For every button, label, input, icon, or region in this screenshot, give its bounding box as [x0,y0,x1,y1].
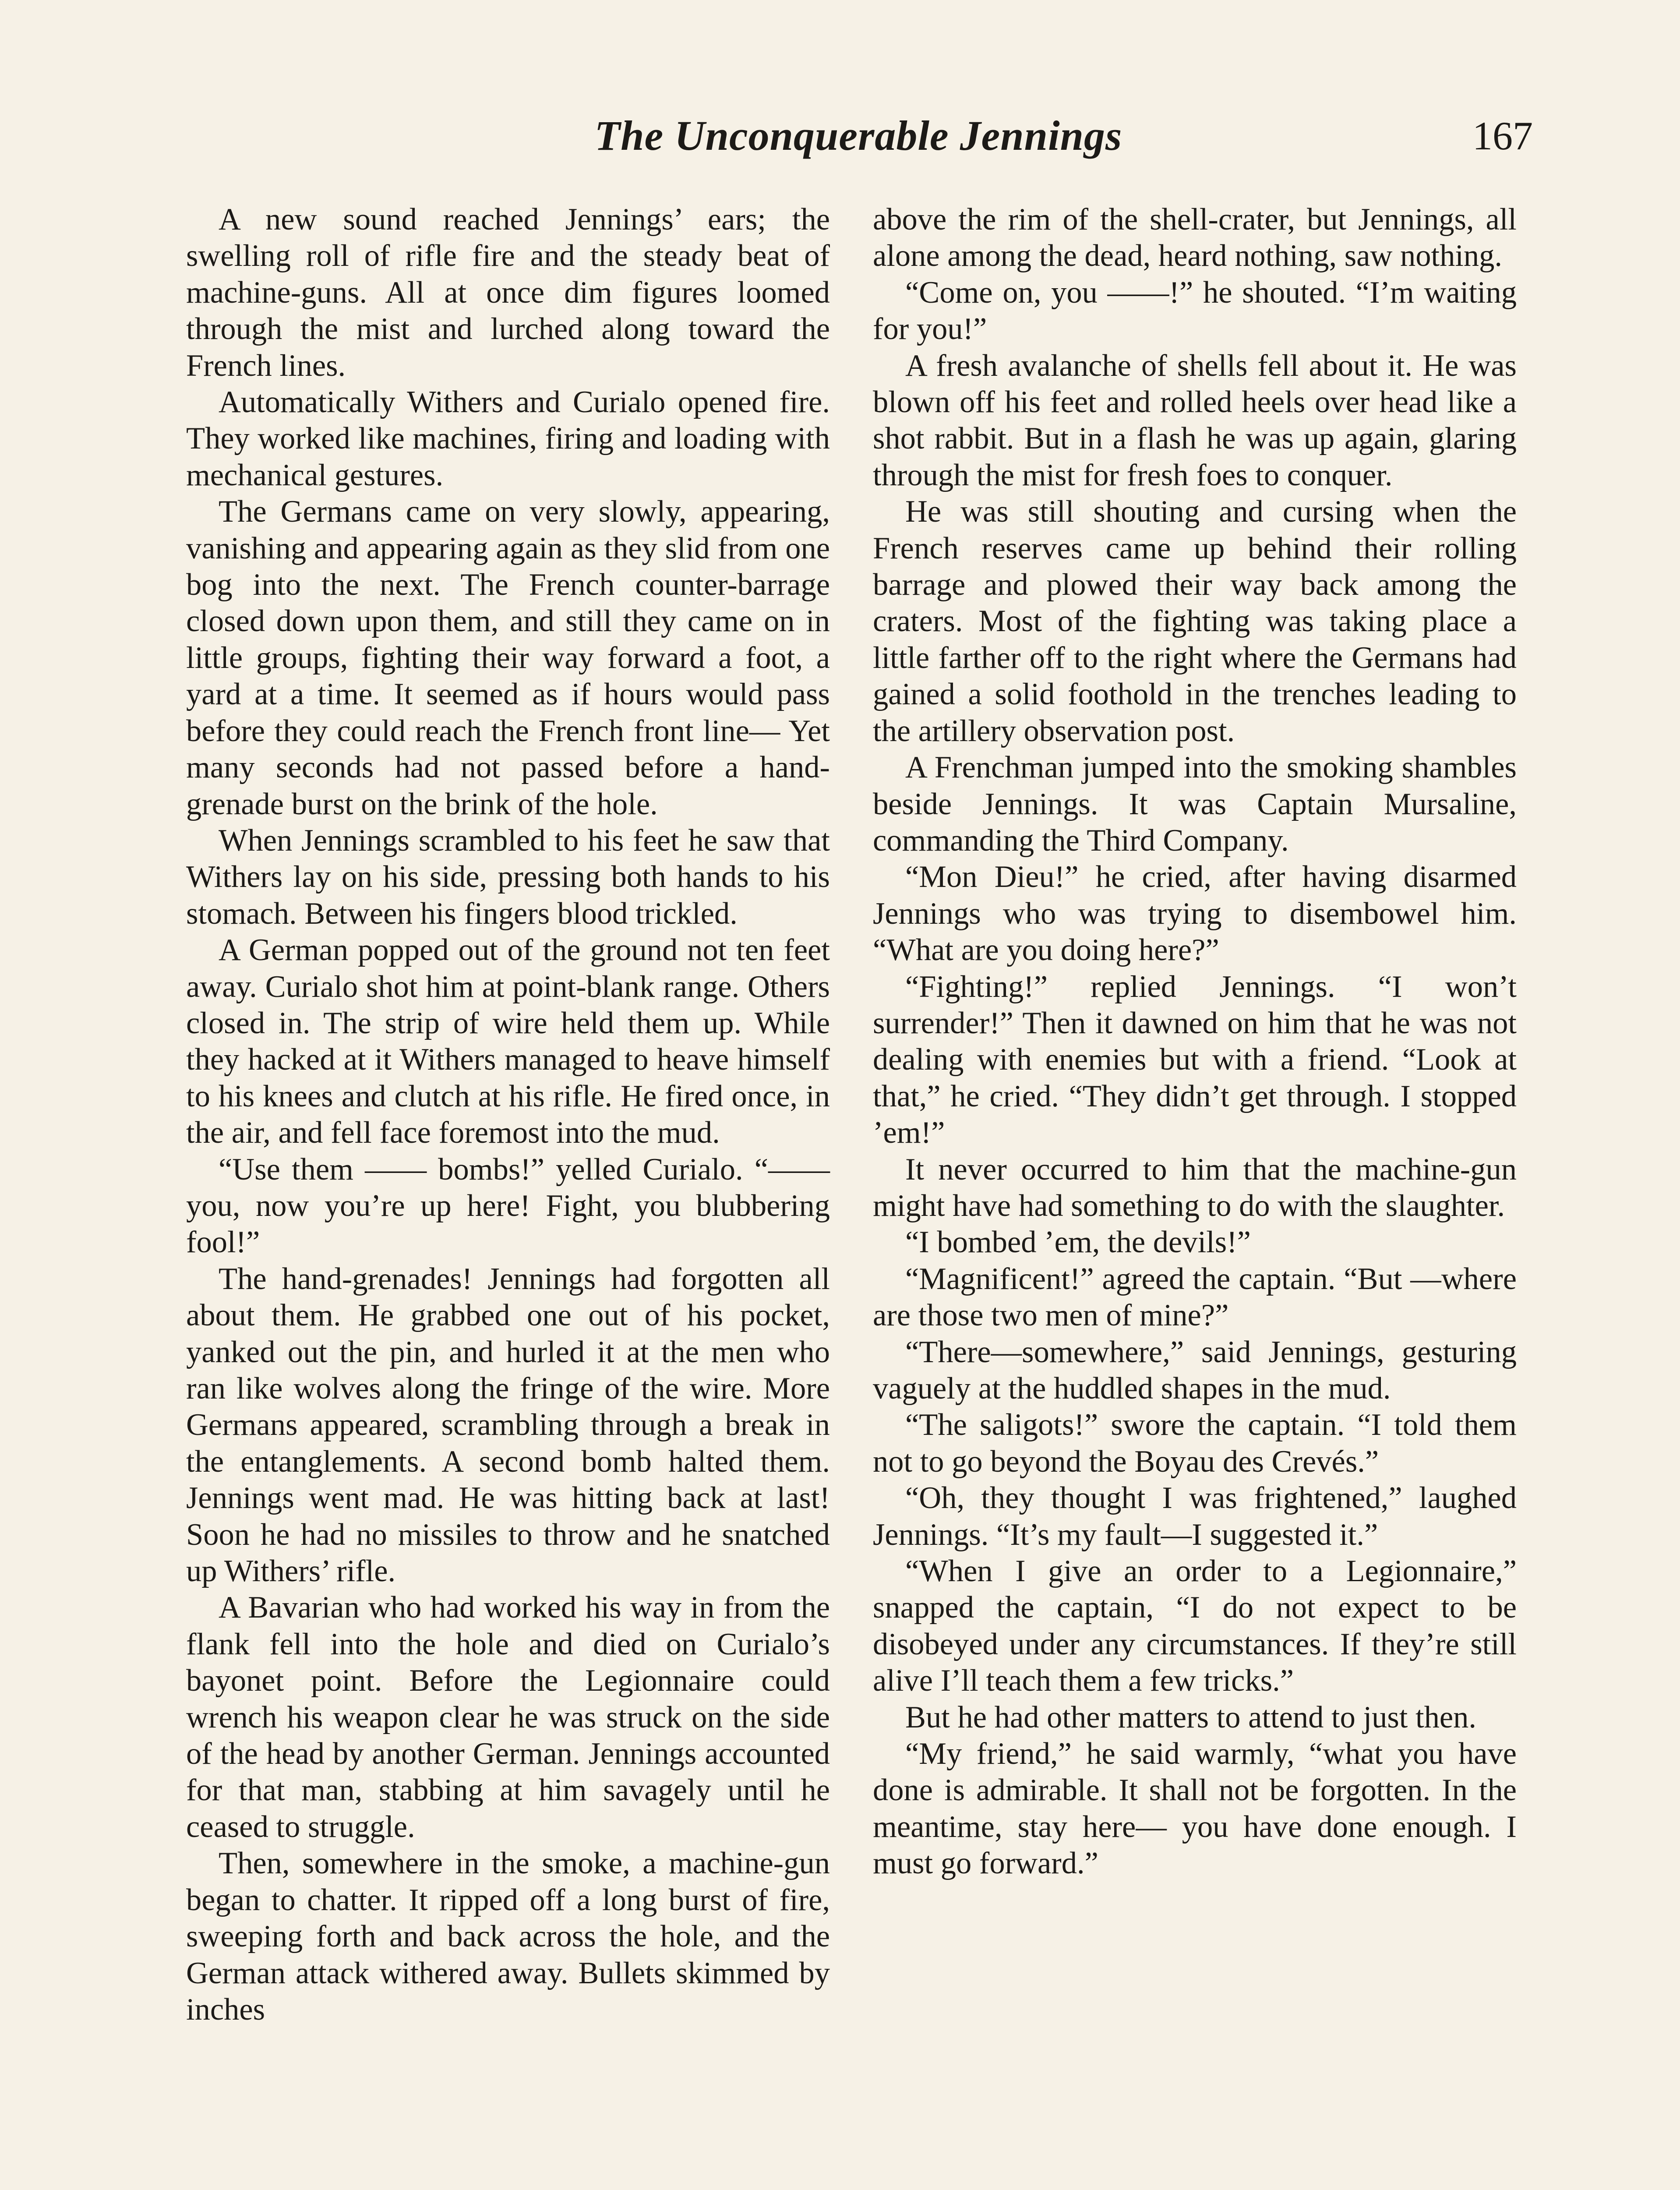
page-number: 167 [1472,113,1533,158]
paragraph: “Fighting!” replied Jennings. “I won’t surrender!” Then it dawned on him that he was not dealing with enemies but with a friend. “Look at that,” he cried. “They didn’t get through. I stopped ’em!” [873,969,1517,1150]
paragraph: It never occurred to him that the machine-gun might have had something to do with the slaughter. [873,1152,1517,1223]
paragraph: The hand-grenades! Jennings had forgotten all about them. He grabbed one out of his pocket, yanked out the pin, and hurled it at the men who ran like wolves along the fringe of the wire. More Germans appeared, scrambling through a break in the entanglements. A second bomb halted them. Jennings went mad. He was hitting back at last! Soon he had no missiles to throw and he snatched up Withers’ rifle. [186,1261,830,1589]
paragraph: But he had other matters to attend to just then. [905,1700,1476,1734]
paragraph: “Mon Dieu!” he cried, after having disarmed Jennings who was trying to disembowel him. “What are you doing here?” [873,860,1517,968]
paragraph: “I bombed ’em, the devils!” [905,1225,1251,1260]
paragraph: “Oh, they thought I was frightened,” laughed Jennings. “It’s my fault—I suggested it.” [873,1481,1517,1552]
paragraph: The Germans came on very slowly, appearing, vanishing and appearing again as they slid from one bog into the next. The French counter-barrage closed down upon them, and still they came on in little groups, fighting their way forward a foot, a yard at a time. It seemed as if hours would pass before they could reach the French front line— Yet many seconds had not passed before a hand-grenade burst on the brink of the hole. [186,495,830,821]
left-column [186,201,830,2028]
paragraph: Then, somewhere in the smoke, a machine-gun began to chatter. It ripped off a long burst of fire, sweeping forth and back across the hole, and the German attack withered away. Bullets skimmed by inches [186,1846,830,2027]
paragraph: “Use them —— bombs!” yelled Curialo. “—— you, now you’re up here! Fight, you blubbering fool!” [186,1152,830,1260]
paragraph: “Magnificent!” agreed the captain. “But —where are those two men of mine?” [873,1261,1517,1333]
paragraph: A Bavarian who had worked his way in from the flank fell into the hole and died on Curialo’s bayonet point. Before the Legionnaire could wrench his weapon clear he was struck on the side of the head by another German. Jennings accounted for that man, stabbing at him savagely until he ceased to struggle. [186,1590,830,1844]
paragraph: A fresh avalanche of shells fell about it. He was blown off his feet and rolled heels over head like a shot rabbit. But in a flash he was up again, glaring through the mist for fresh foes to conquer. [873,348,1517,492]
running-header [184,110,1533,162]
paragraph: When Jennings scrambled to his feet he saw that Withers lay on his side, pressing both hands to his stomach. Between his fingers blood trickled. [186,823,830,931]
paragraph: Automatically Withers and Curialo opened fire. They worked like machines, firing and loading with mechanical gestures. [186,385,830,492]
right-column [873,201,1517,1882]
continued-paragraph: above the rim of the shell-crater, but Jennings, all alone among the dead, heard nothing, saw nothing. [873,202,1517,273]
paragraph: “The saligots!” swore the captain. “I told them not to go beyond the Boyau des Crevés.” [873,1408,1517,1479]
paragraph: “Come on, you ——!” he shouted. “I’m waiting for you!” [873,275,1517,346]
paragraph: He was still shouting and cursing when the French reserves came up behind their rolling barrage and plowed their way back among the craters. Most of the fighting was taking place a little farther off to the right where the Germans had gained a solid foothold in the trenches leading to the artillery observation post. [873,495,1517,748]
paragraph: A German popped out of the ground not ten feet away. Curialo shot him at point-blank range. Others closed in. The strip of wire held them up. While they hacked at it Withers managed to heave himself to his knees and clutch at his rifle. He fired once, in the air, and fell face foremost into the mud. [186,933,830,1150]
running-title: The Unconquerable Jennings [594,112,1122,159]
paragraph: “When I give an order to a Legionnaire,” snapped the captain, “I do not expect to be disobeyed under any circumstances. If they’re still alive I’ll teach them a few tricks.” [873,1554,1517,1698]
paragraph: A Frenchman jumped into the smoking shambles beside Jennings. It was Captain Mursaline, commanding the Third Company. [873,750,1517,858]
paragraph: A new sound reached Jennings’ ears; the swelling roll of rifle fire and the steady beat of machine-guns. All at once dim figures loomed through the mist and lurched along toward the French lines. [186,202,830,383]
paragraph: “My friend,” he said warmly, “what you have done is admirable. It shall not be forgotten. In the meantime, stay here— you have done enough. I must go forward.” [873,1737,1517,1881]
paragraph: “There—somewhere,” said Jennings, gesturing vaguely at the huddled shapes in the mud. [873,1335,1517,1406]
